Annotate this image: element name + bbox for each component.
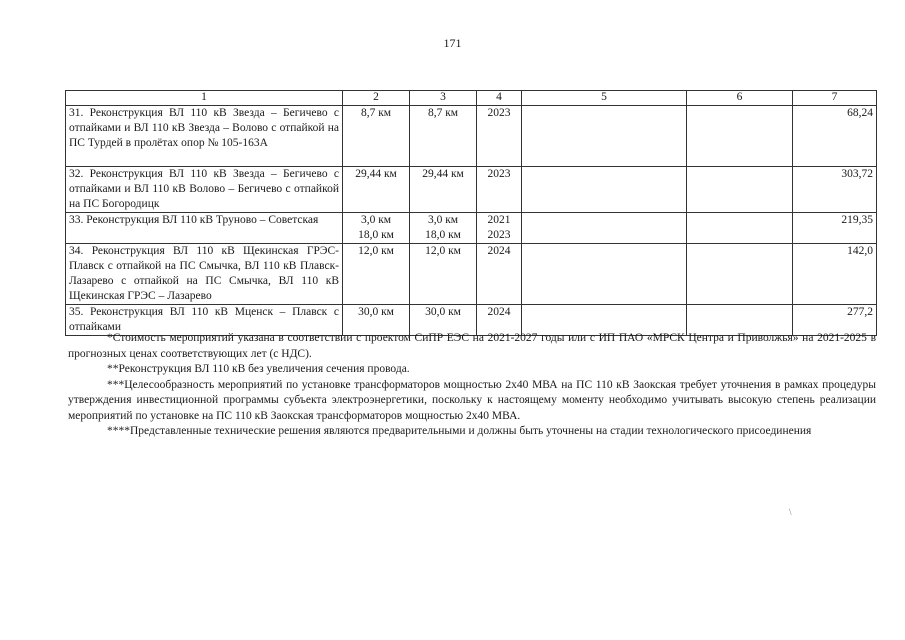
stray-mark: \ [789, 507, 792, 517]
row-number: 34. [69, 245, 84, 257]
table-header-row [66, 91, 877, 106]
cost-cell: 68,24 [793, 106, 877, 167]
length-before-cell: 29,44 км [343, 167, 410, 213]
length-after-cell: 3,0 км 18,0 км [410, 213, 477, 244]
table-row [66, 106, 877, 167]
table-row [66, 213, 877, 244]
project-name-cell [66, 106, 343, 167]
year-cell: 2021 2023 [477, 213, 522, 244]
year-cell: 2024 [477, 305, 522, 336]
length-before-cell: 3,0 км 18,0 км [343, 213, 410, 244]
column-6-cell [687, 106, 793, 167]
row-number: 32. [69, 168, 84, 180]
column-5-cell [522, 213, 687, 244]
row-number: 35. [69, 306, 84, 318]
column-header: 4 [477, 91, 522, 106]
cost-cell: 277,2 [793, 305, 877, 336]
column-header: 1 [66, 91, 343, 106]
length-after-cell: 8,7 км [410, 106, 477, 167]
row-number: 33. [69, 214, 84, 226]
project-name: Реконструкция ВЛ 110 кВ Щекинская ГРЭС-Плавск с отпайкой на ПС Смычка, ВЛ 110 кВ Плавск-Лазарево с отпайкой на ПС Смычка, ВЛ 110 кВ Щекинская ГРЭС – Лазарево [69, 245, 340, 302]
column-header: 3 [410, 91, 477, 106]
footnote: *Стоимость мероприятий указана в соответствии с проектом СиПР ЕЭС на 2021-2027 годы или с ИП ПАО «МРСК Центра и Приволжья» на 2021-2025 в прогнозных ценах соответствующих лет (с НДС). [68, 332, 876, 360]
length-before-cell: 8,7 км [343, 106, 410, 167]
column-5-cell [522, 244, 687, 305]
cost-cell: 303,72 [793, 167, 877, 213]
column-header: 2 [343, 91, 410, 106]
project-name: Реконструкция ВЛ 110 кВ Звезда – Бегичево с отпайками и ВЛ 110 кВ Звезда – Волово с отпайкой на ПС Турдей в пролётах опор № 105-163А [69, 107, 339, 149]
page-number: 171 [443, 36, 462, 50]
length-after-cell: 29,44 км [410, 167, 477, 213]
column-header: 5 [522, 91, 687, 106]
project-name: Реконструкция ВЛ 110 кВ Мценск – Плавск с отпайками [69, 306, 340, 333]
column-6-cell [687, 213, 793, 244]
table-row [66, 244, 877, 305]
year-cell: 2024 [477, 244, 522, 305]
project-name-cell [66, 244, 343, 305]
year-cell: 2023 [477, 106, 522, 167]
column-header: 6 [687, 91, 793, 106]
project-name: Реконструкция ВЛ 110 кВ Труново – Советская [86, 214, 319, 226]
project-name: Реконструкция ВЛ 110 кВ Звезда – Бегичево с отпайками и ВЛ 110 кВ Волово – Бегичево с отпайкой на ПС Богородицк [69, 168, 339, 210]
column-5-cell [522, 106, 687, 167]
cost-cell: 142,0 [793, 244, 877, 305]
footnote: ****Представленные технические решения являются предварительными и должны быть уточнены на стадии технологического присоединения [107, 425, 812, 437]
footnote: ***Целесообразность мероприятий по установке трансформаторов мощностью 2х40 МВА на ПС 110 кВ Заокская требует уточнения в рамках процедуры утверждения инвестиционной программы субъекта электроэнергетики, поскольку к настоящему моменту необходимо учитывать высокую степень реализации мероприятий по установке на ПС 110 кВ Заокская трансформаторов мощностью 2х40 МВА. [68, 378, 876, 422]
column-5-cell [522, 167, 687, 213]
column-6-cell [687, 167, 793, 213]
row-number: 31. [69, 107, 84, 119]
year-cell: 2023 [477, 167, 522, 213]
table-row [66, 167, 877, 213]
project-name-cell [66, 213, 343, 244]
length-after-cell: 12,0 км [410, 244, 477, 305]
project-name-cell [66, 167, 343, 213]
column-header: 7 [793, 91, 877, 106]
column-6-cell [687, 244, 793, 305]
footnote: **Реконструкция ВЛ 110 кВ без увеличения сечения провода. [107, 363, 410, 375]
cost-cell: 219,35 [793, 213, 877, 244]
length-after-cell: 30,0 км [410, 305, 477, 336]
length-before-cell: 30,0 км [343, 305, 410, 336]
footnotes [68, 331, 876, 440]
projects-table [65, 90, 877, 336]
length-before-cell: 12,0 км [343, 244, 410, 305]
